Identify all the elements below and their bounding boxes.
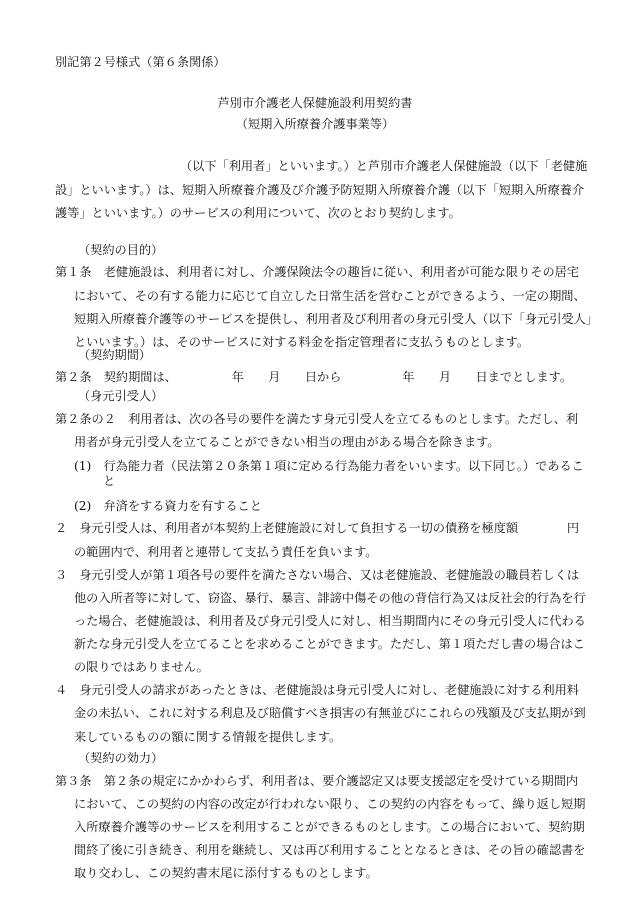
article-line: 第３条 第２条の規定にかかわらず、利用者は、要介護認定又は要支援認定を受けている期間内	[55, 774, 579, 788]
paragraph-line: 来しているものの額に関する情報を提供します。	[74, 730, 342, 744]
paragraph-line: 新たな身元引受人を立てることを求めることができます。ただし、第１項ただし書の場合はこ	[74, 637, 585, 651]
article-heading: （契約期間）	[78, 348, 152, 362]
article-line: 第２条の２ 利用者は、次の各号の要件を満たす身元引受人を立てるものとします。ただし、利	[55, 412, 579, 426]
paragraph-line: ３ 身元引受人が第１項各号の要件を満たさない場合、又は老健施設、老健施設の職員若しくは	[55, 568, 580, 582]
article-heading: （身元引受人）	[78, 389, 164, 403]
article-heading: （契約の目的）	[78, 243, 164, 257]
paragraph-line: ４ 身元引受人の請求があったときは、老健施設は身元引受人に対し、老健施設に対する利用料	[55, 683, 579, 697]
intro-line: 設」といいます。）は、短期入所療養介護及び介護予防短期入所療養介護（以下「短期入所療養介	[55, 183, 585, 197]
list-item-continuation: と	[103, 474, 116, 488]
article-line: といいます。）は、そのサービスに対する料金を指定管理者に支払うものとします。	[74, 335, 530, 349]
paragraph-line: 他の入所者等に対して、窃盗、暴行、暴言、誹謗中傷その他の背信行為又は反社会的行為を行	[74, 591, 586, 605]
article-line: 用者が身元引受人を立てることができない相当の理由がある場合を除きます。	[74, 435, 500, 449]
list-item: (1) 行為能力者（民法第２０条第１項に定める行為能力者をいいます。以下同じ。）であるこ	[74, 459, 584, 473]
article-line: において、その有する能力に応じて自立した日常生活を営むことができるよう、一定の期間、	[74, 289, 586, 303]
article-line: 間終了後に引き続き、利用を継続し、又は再び利用することとなるときは、その旨の確認書を	[74, 843, 586, 857]
article-line: 第１条 老健施設は、利用者に対し、介護保険法令の趣旨に従い、利用者が可能な限りその居宅	[55, 265, 580, 279]
article-line: 第２条 契約期間は、 年 月 日から 年 月 日までとします。	[55, 370, 572, 384]
intro-line: 護等」といいます。）のサービスの利用について、次のとおり契約します。	[55, 206, 461, 220]
article-line: において、この契約の内容の改定が行われない限り、この契約の内容をもって、繰り返し短期	[74, 797, 586, 811]
article-line: 取り交わし、この契約書末尾に添付するものとします。	[74, 866, 378, 880]
paragraph-line: 金の未払い、これに対する利息及び賠償すべき損害の有無並びにこれらの残額及び支払期が到	[74, 706, 586, 720]
article-line: 短期入所療養介護等のサービスを提供し、利用者及び利用者の身元引受人（以下「身元引受人」	[74, 312, 599, 326]
intro-line: （以下「利用者」といいます。）と芦別市介護老人保健施設（以下「老健施	[180, 159, 588, 173]
list-item: (2) 弁済をする資力を有すること	[74, 499, 262, 513]
paragraph-line: の限りではありません。	[74, 660, 209, 674]
paragraph-line: ２ 身元引受人は、利用者が本契約上老健施設に対して負担する一切の債務を極度額 円	[55, 521, 580, 535]
paragraph-line: った場合、老健施設は、利用者及び身元引受人に対し、相当期間内にその身元引受人に代わる	[74, 614, 586, 628]
article-heading: （契約の効力）	[78, 751, 164, 765]
document-title: 芦別市介護老人保健施設利用契約書	[217, 96, 413, 110]
form-number: 別記第２号様式（第６条関係）	[55, 55, 226, 69]
document-subtitle: （短期入所療養介護事業等）	[235, 117, 395, 131]
paragraph-line: の範囲内で、利用者と連帯して支払う責任を負います。	[74, 545, 378, 559]
article-line: 入所療養介護等のサービスを利用することができるものとします。この場合において、契約期	[74, 820, 585, 834]
